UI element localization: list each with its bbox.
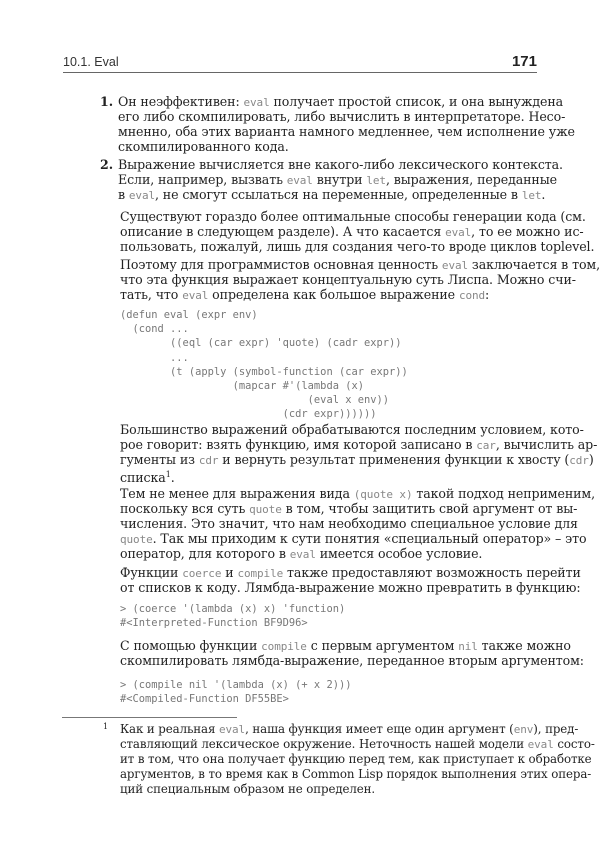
text-line bbox=[120, 272, 576, 287]
text-run: Большинство выражений обрабатываются последним условием, кото- bbox=[120, 422, 584, 437]
text-run: заключается в том, bbox=[468, 257, 600, 272]
text-run: списка bbox=[120, 470, 166, 486]
text-run: Если, например, вызвать bbox=[118, 172, 287, 187]
text-run: пользовать, пожалуй, лишь для создания чего-то вроде циклов toplevel. bbox=[120, 239, 595, 254]
text-run: Выражение вычисляется вне какого-либо лексического контекста. bbox=[118, 157, 563, 172]
inline-code: let bbox=[366, 174, 386, 187]
text-run: Как и реальная bbox=[120, 722, 219, 736]
inline-code: nil bbox=[458, 640, 478, 653]
text-run: Поэтому для программистов основная ценность bbox=[120, 257, 442, 272]
inline-code: eval bbox=[441, 259, 469, 272]
text-line bbox=[120, 752, 592, 767]
list-number: 2. bbox=[100, 157, 114, 172]
text-run: такой подход неприменим, bbox=[412, 486, 596, 501]
text-line bbox=[120, 782, 537, 797]
footnote-ref[interactable]: 1 bbox=[165, 470, 171, 479]
text-line bbox=[120, 422, 584, 437]
text-run: внутри bbox=[312, 172, 367, 187]
text-line bbox=[120, 467, 537, 486]
text-line bbox=[118, 94, 564, 109]
inline-code: cond bbox=[458, 289, 486, 302]
text-line bbox=[120, 501, 578, 516]
text-line bbox=[120, 209, 586, 224]
text-run: гументы из bbox=[120, 452, 199, 467]
footnote-divider bbox=[62, 717, 237, 718]
text-run: , не смогут ссылаться на переменные, определенные в bbox=[155, 187, 522, 202]
text-line bbox=[120, 224, 584, 239]
inline-code: cdr bbox=[569, 454, 589, 467]
text-run: с первым аргументом bbox=[306, 638, 459, 653]
text-run: состо- bbox=[553, 737, 595, 751]
text-run: тать, что bbox=[120, 287, 183, 302]
text-line bbox=[120, 531, 587, 546]
text-run: ) bbox=[588, 452, 594, 467]
text-line bbox=[120, 437, 598, 452]
text-run: . Так мы приходим к сути понятия «специальный оператор» – это bbox=[152, 531, 587, 546]
text-line bbox=[120, 565, 581, 580]
text-line bbox=[120, 546, 537, 561]
text-run: Он неэффективен: bbox=[118, 94, 244, 109]
section-title: 10.1. Eval bbox=[63, 55, 119, 69]
text-line bbox=[120, 737, 595, 752]
text-run: в том, чтобы защитить свой аргумент от вы- bbox=[281, 501, 578, 516]
text-run: С помощью функции bbox=[120, 638, 262, 653]
text-line bbox=[120, 638, 571, 653]
text-line bbox=[120, 516, 578, 531]
inline-code: eval bbox=[289, 548, 316, 561]
inline-code: quote bbox=[249, 503, 282, 516]
text-line bbox=[118, 157, 563, 172]
text-run: поскольку вся суть bbox=[120, 501, 250, 516]
text-run: Существуют гораздо более оптимальные способы генерации кода (см. bbox=[120, 209, 586, 224]
code-block: (defun eval (expr env) (cond ... ((eql (car expr) 'quote) (cadr expr)) ... (t (apply (symbol-function (car expr)) (mapcar #'(lambda (x) (eval x env)) (cdr expr)))))) bbox=[120, 309, 408, 421]
text-run: Тем не менее для выражения вида bbox=[120, 486, 354, 501]
list-item-1 bbox=[100, 94, 575, 154]
text-run: Функции bbox=[120, 565, 183, 580]
text-run: и bbox=[221, 565, 238, 580]
list-number: 1. bbox=[100, 94, 114, 109]
inline-code: eval bbox=[182, 289, 209, 302]
text-run: скомпилированного кода. bbox=[118, 139, 289, 154]
paragraph bbox=[120, 486, 596, 561]
text-run: описание в следующем разделе). А что касается bbox=[120, 224, 446, 239]
footnote-number: 1 bbox=[103, 722, 109, 731]
page-number: 171 bbox=[511, 53, 537, 70]
text-run: . bbox=[170, 470, 175, 486]
text-run: и вернуть результат применения функции к хвосту ( bbox=[218, 452, 570, 467]
inline-code: env bbox=[513, 723, 534, 736]
paragraph bbox=[120, 638, 584, 668]
inline-code: (quote x) bbox=[353, 488, 413, 501]
inline-code: eval bbox=[527, 738, 554, 751]
code-block: > (coerce '(lambda (x) x) 'function) #<Interpreted-Function BF9D96> bbox=[120, 603, 346, 630]
text-line bbox=[120, 722, 579, 737]
text-run: мненно, оба этих варианта намного медленнее, чем исполнение уже bbox=[118, 124, 575, 139]
text-run: , наша функция имеет еще один аргумент ( bbox=[245, 722, 514, 736]
text-run: определена как большое выражение bbox=[208, 287, 459, 302]
inline-code: eval bbox=[286, 174, 313, 187]
text-line bbox=[120, 486, 596, 501]
text-line bbox=[120, 257, 600, 272]
text-run: ), пред- bbox=[533, 722, 579, 736]
text-run: числения. Это значит, что нам необходимо специальное условие для bbox=[120, 516, 578, 531]
text-run: в bbox=[118, 187, 129, 202]
inline-code: eval bbox=[445, 226, 472, 239]
inline-code: compile bbox=[261, 640, 307, 653]
text-line bbox=[120, 452, 594, 467]
text-run: также предоставляют возможность перейти bbox=[283, 565, 581, 580]
paragraph bbox=[120, 257, 600, 302]
inline-code: eval bbox=[128, 189, 155, 202]
code-block: > (compile nil '(lambda (x) (+ x 2))) #<Compiled-Function DF55BE> bbox=[120, 679, 352, 706]
text-run: аргументов, в то время как в Common Lisp порядок выполнения этих опера- bbox=[120, 767, 592, 781]
text-run: . bbox=[541, 187, 546, 202]
paragraph bbox=[120, 565, 581, 595]
text-run: ит в том, что она получает функцию перед тем, как приступает к обработке bbox=[120, 752, 592, 766]
text-run: , вычислить ар- bbox=[495, 437, 598, 452]
text-run: рое говорит: взять функцию, имя которой записано в bbox=[120, 437, 477, 452]
paragraph bbox=[120, 422, 598, 486]
text-run: получает простой список, и она вынуждена bbox=[269, 94, 564, 109]
text-run: что эта функция выражает концептуальную суть Лиспа. Можно счи- bbox=[120, 272, 576, 287]
text-run: , то ее можно ис- bbox=[471, 224, 584, 239]
inline-code: let bbox=[521, 189, 542, 202]
text-run: его либо скомпилировать, либо вычислить в интерпретаторе. Несо- bbox=[118, 109, 566, 124]
text-run: имеется особое условие. bbox=[315, 546, 483, 561]
text-line bbox=[118, 187, 546, 202]
inline-code: car bbox=[476, 439, 496, 452]
text-line bbox=[120, 580, 581, 595]
text-run: от списков к коду. Лямбда-выражение можно превратить в функцию: bbox=[120, 580, 581, 595]
text-line bbox=[120, 287, 537, 302]
inline-code: coerce bbox=[182, 567, 222, 580]
text-line bbox=[118, 172, 557, 187]
inline-code: cdr bbox=[198, 454, 219, 467]
text-line bbox=[118, 124, 575, 139]
text-line bbox=[120, 239, 595, 254]
inline-code: eval bbox=[218, 723, 246, 736]
text-run: : bbox=[485, 287, 490, 302]
text-run: ставляющий лексическое окружение. Неточность нашей модели bbox=[120, 737, 528, 751]
text-line bbox=[118, 139, 537, 154]
text-line bbox=[118, 109, 566, 124]
running-header bbox=[63, 52, 537, 73]
text-run: ций специальным образом не определен. bbox=[120, 782, 376, 796]
inline-code: quote bbox=[120, 533, 153, 546]
footnote bbox=[103, 722, 595, 797]
inline-code: eval bbox=[243, 96, 270, 109]
text-run: также можно bbox=[477, 638, 571, 653]
paragraph bbox=[120, 209, 595, 254]
inline-code: compile bbox=[237, 567, 284, 580]
text-run: скомпилировать лямбда-выражение, переданное вторым аргументом: bbox=[120, 653, 584, 668]
text-run: , выражения, переданные bbox=[385, 172, 557, 187]
text-line bbox=[120, 767, 592, 782]
list-item-2 bbox=[100, 157, 563, 202]
text-line bbox=[120, 653, 584, 668]
text-run: оператор, для которого в bbox=[120, 546, 290, 561]
